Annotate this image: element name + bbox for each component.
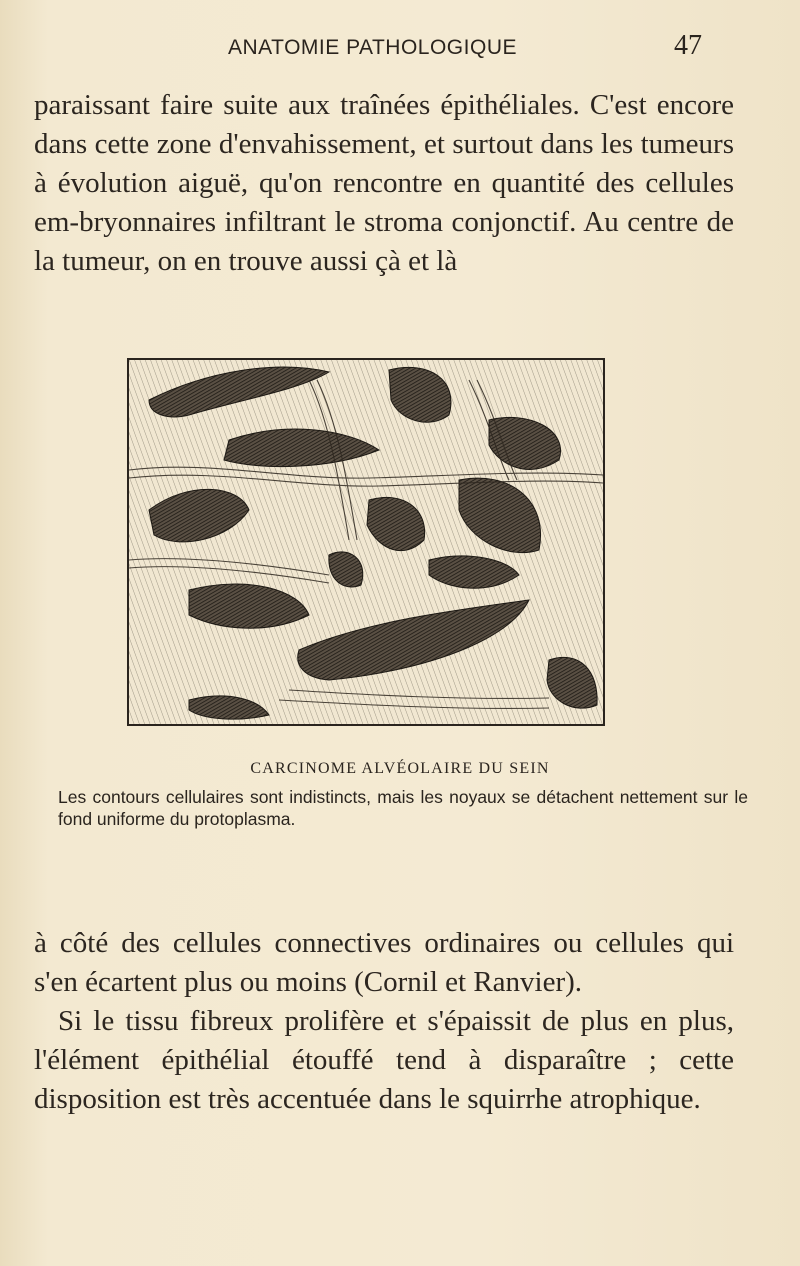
body-text-bottom [34,924,734,1119]
body-paragraph-2: Si le tissu fibreux prolifère et s'épaissit de plus en plus, l'élément épithélial étouffé tend à disparaître ; cette disposition est très accentuée dans le squirrhe atrophique. [34,1005,734,1115]
page-number: 47 [674,30,702,61]
running-title: ANATOMIE PATHOLOGIQUE [228,36,517,59]
figure-caption: Les contours cellulaires sont indistincts, mais les noyaux se détachent nettement sur le fond uniforme du protoplasma. [58,787,748,829]
running-head [0,30,800,74]
figure-title: CARCINOME ALVÉOLAIRE DU SEIN [250,760,550,777]
body-paragraph-top: paraissant faire suite aux traînées épithéliales. C'est encore dans cette zone d'envahissement, et surtout dans les tumeurs à évolution aiguë, qu'on rencontre en quantité des cellules em-bryonnaires infiltrant le stroma conjonctif. Au centre de la tumeur, on en trouve aussi çà et là [34,89,734,277]
body-paragraph-1: à côté des cellules connectives ordinaires ou cellules qui s'en écartent plus ou moins (Cornil et Ranvier). [34,927,734,998]
histology-engraving [127,358,605,726]
engraving-illustration [129,360,603,724]
